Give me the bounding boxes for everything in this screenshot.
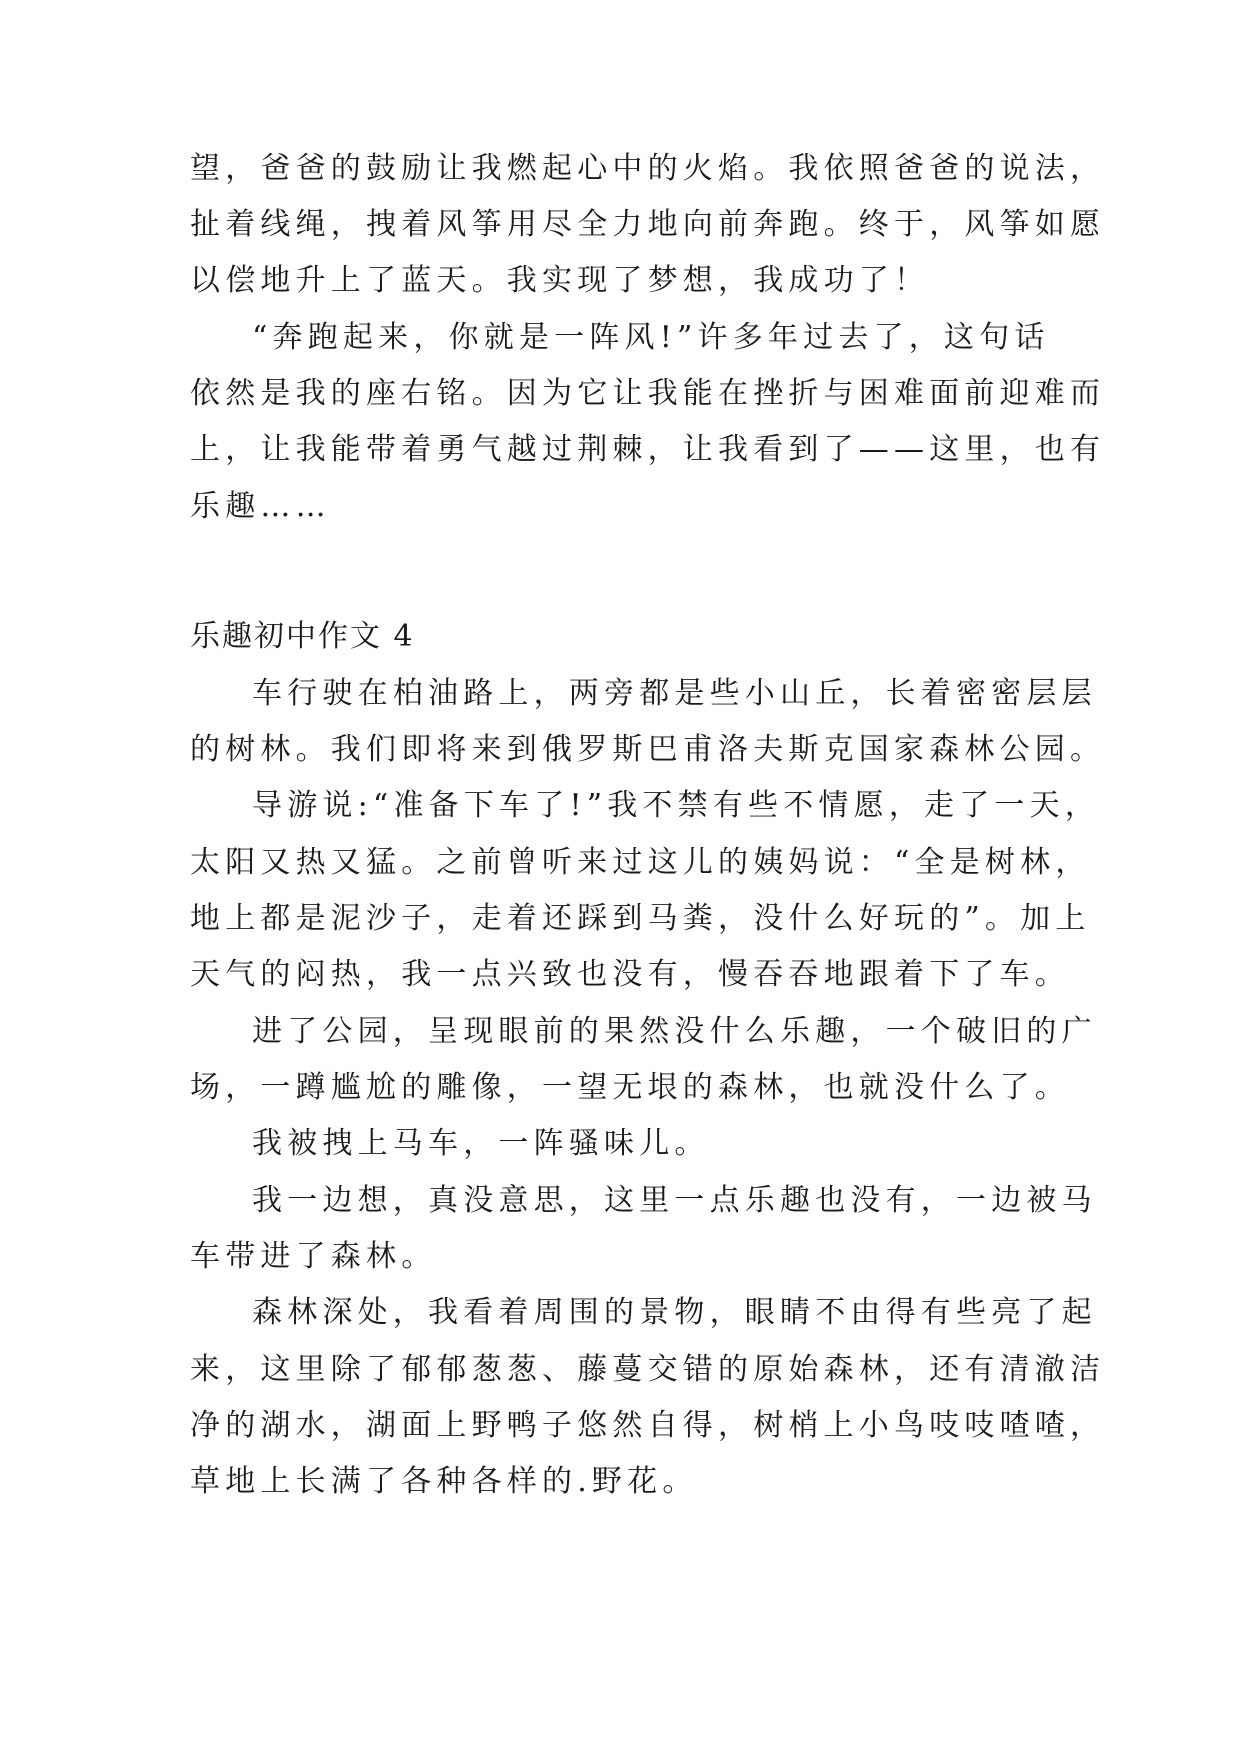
paragraph-first-line: 导游说:“准备下车了!”我不禁有些不情愿，走了一天， — [252, 788, 1101, 823]
text-line: 太阳又热又猛。之前曾听来过这儿的姨妈说：“全是树林， — [190, 845, 1091, 880]
text-line: 上，让我能带着勇气越过荆棘，让我看到了——这里，也有 — [190, 432, 1106, 467]
text-line: 以偿地升上了蓝天。我实现了梦想，我成功了！ — [190, 263, 930, 298]
paragraph-first-line: “奔跑起来，你就是一阵风!”许多年过去了，这句话 — [252, 320, 1050, 355]
text-line: 天气的闷热，我一点兴致也没有，慢吞吞地跟着下了车。 — [190, 957, 1070, 992]
text-line: 乐趣…… — [190, 489, 331, 524]
paragraph-first-line: 森林深处，我看着周围的景物，眼睛不由得有些亮了起 — [252, 1295, 1097, 1330]
paragraph-first-line: 车行驶在柏油路上，两旁都是些小山丘，长着密密层层 — [252, 676, 1097, 711]
text-line: 净的湖水，湖面上野鸭子悠然自得，树梢上小鸟吱吱喳喳， — [190, 1408, 1106, 1443]
text-line: 扯着线绳，拽着风筝用尽全力地向前奔跑。终于，风筝如愿 — [190, 207, 1106, 242]
paragraph-first-line: 我一边想，真没意思，这里一点乐趣也没有，一边被马 — [252, 1183, 1097, 1218]
text-line: 来，这里除了郁郁葱葱、藤蔓交错的原始森林，还有清澈洁 — [190, 1352, 1106, 1387]
text-line: 依然是我的座右铭。因为它让我能在挫折与困难面前迎难而 — [190, 376, 1106, 411]
text-line: 草地上长满了各种各样的.野花。 — [190, 1464, 698, 1499]
paragraph-first-line: 我被拽上马车，一阵骚味儿。 — [252, 1126, 710, 1161]
text-line: 的树林。我们即将来到俄罗斯巴甫洛夫斯克国家森林公园。 — [190, 732, 1106, 767]
text-line: 望，爸爸的鼓励让我燃起心中的火焰。我依照爸爸的说法， — [190, 151, 1106, 186]
text-line: 场，一蹲尴尬的雕像，一望无垠的森林，也就没什么了。 — [190, 1070, 1070, 1105]
text-line: 车带进了森林。 — [190, 1239, 437, 1274]
paragraph-first-line: 进了公园，呈现眼前的果然没什么乐趣，一个破旧的广 — [252, 1014, 1097, 1049]
section-heading: 乐趣初中作文 4 — [190, 619, 415, 654]
text-line: 地上都是泥沙子，走着还踩到马粪，没什么好玩的”。加上 — [190, 901, 1091, 936]
